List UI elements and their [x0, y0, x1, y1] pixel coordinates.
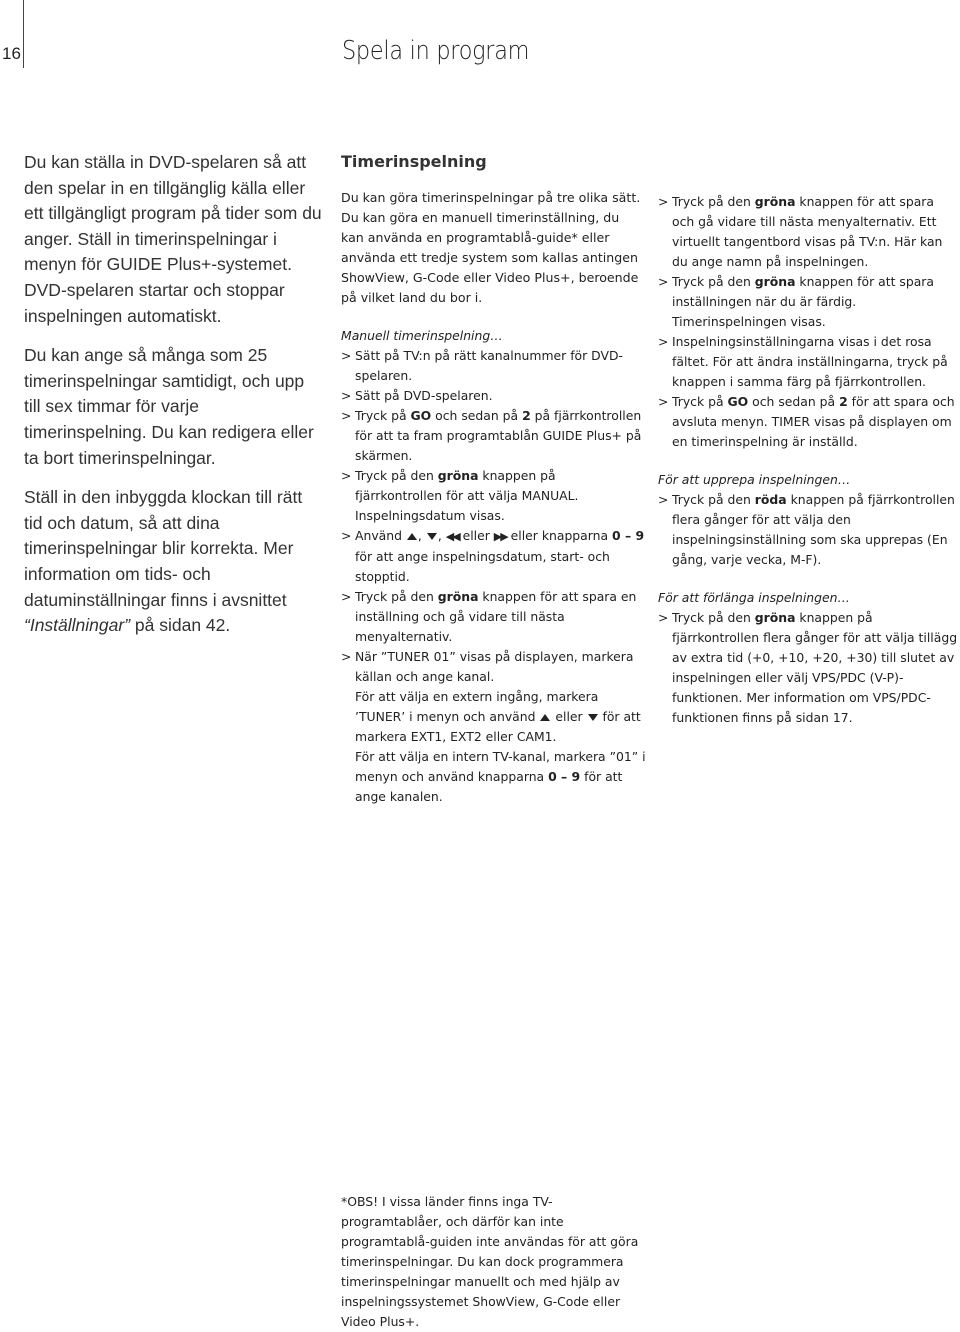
manual-steps: [341, 346, 646, 807]
repeat-heading: För att upprepa inspelningen…: [658, 472, 851, 487]
list-item: > Tryck på GO och sedan på 2 för att spara och avsluta menyn. TIMER visas på displayen om en timerinspelning är inställd.: [658, 394, 955, 449]
extend-heading: För att förlänga inspelningen…: [658, 590, 850, 605]
continued-steps: [658, 192, 960, 452]
list-item: > Sätt på TV:n på rätt kanalnummer för DVD-spelaren.: [341, 348, 623, 383]
intro-paragraph-1: Du kan ställa in DVD-spelaren så att den spelar in en tillgänglig källa eller ett tillgängligt program på tider som du anger. Ställ in timerinspelningar i menyn för GUIDE Plus+-systemet. DVD-spelaren startar och stoppar inspelningen automatiskt.: [24, 152, 322, 326]
page-title: Spela in program: [342, 36, 530, 66]
arrow-up-icon: [540, 714, 550, 721]
list-item: > Tryck på den gröna knappen på fjärrkontrollen flera gånger för att välja tillägg av extra tid (+0, +10, +20, +30) till slutet av inspelningen eller välj VPS/PDC (V-P)-funktionen. Mer information om VPS/PDC-funktionen finns på sidan 17.: [658, 610, 958, 725]
extend-steps: [658, 608, 960, 728]
external-input-note: För att välja en extern ingång, markera ’TUNER’ i menyn och använd eller för att markera EXT1, EXT2 eller CAM1.: [355, 689, 641, 744]
page-number: 16: [2, 44, 21, 63]
list-item: > Tryck på den gröna knappen för att spara och gå vidare till nästa menyalternativ. Ett virtuellt tangentbord visas på TV:n. Här kan du ange namn på inspelningen.: [658, 194, 943, 269]
list-item: > Tryck på den röda knappen på fjärrkontrollen flera gånger för att välja den inspelningsinställning som ska upprepas (En gång, varje vecka, M-F).: [658, 492, 955, 567]
list-item: > Tryck på GO och sedan på 2 på fjärrkontrollen för att ta fram programtablån GUIDE Plus+ på skärmen.: [341, 408, 642, 463]
continuation-column: [658, 192, 960, 746]
fast-forward-icon: ▶▶: [493, 530, 507, 543]
repeat-steps: [658, 490, 960, 570]
list-item: > Tryck på den gröna knappen för att spara en inställning och gå vidare till nästa menyalternativ.: [341, 589, 637, 644]
list-item: > Sätt på DVD-spelaren.: [341, 388, 493, 403]
list-item: > Tryck på den gröna knappen på fjärrkontrollen för att välja MANUAL. Inspelningsdatum visas.: [341, 468, 579, 523]
list-item: > Inspelningsinställningarna visas i det rosa fältet. För att ändra inställningarna, tryck på knappen i samma färg på fjärrkontrollen.: [658, 334, 948, 389]
list-item: > Tryck på den gröna knappen för att spara inställningen när du är färdig. Timerinspelningen visas.: [658, 274, 934, 329]
list-item: > Använd , , ◀◀ eller ▶▶ eller knapparna 0 – 9 för att ange inspelningsdatum, start- och stopptid.: [341, 528, 645, 584]
arrow-up-icon: [407, 533, 417, 540]
footnote: *OBS! I vissa länder finns inga TV-programtablåer, och därför kan inte programtablå-guiden inte användas för att göra timerinspelningar. Du kan dock programmera timerinspelningar manuellt och med hjälp av inspelningssystemet ShowView, G-Code eller Video Plus+.: [341, 1194, 639, 1329]
intro-paragraph-2: Du kan ange så många som 25 timerinspelningar samtidigt, och upp till sex timmar för varje timerinspelning. Du kan redigera eller ta bort timerinspelningar.: [24, 345, 314, 468]
settings-reference: “Inställningar”: [24, 615, 131, 636]
arrow-down-icon: [588, 714, 598, 721]
rewind-icon: ◀◀: [445, 530, 459, 543]
arrow-down-icon: [427, 533, 437, 540]
internal-channel-note: För att välja en intern TV-kanal, markera ”01” i menyn och använd knapparna 0 – 9 för att ange kanalen.: [355, 749, 646, 804]
list-item: > När ”TUNER 01” visas på displayen, markera källan och ange kanal. För att välja en extern ingång, markera ’TUNER’ i menyn och använd eller för att markera EXT1, EXT2 eller CAM1. För att välja en intern TV-kanal, markera ”01” i menyn och använd knapparna 0 – 9 för att ange kanalen.: [341, 647, 646, 807]
timer-lead: Du kan göra timerinspelningar på tre olika sätt. Du kan göra en manuell timerinställning, du kan använda en programtablå-guide* eller använda ett tredje system som kallas antingen ShowView, G-Code eller Video Plus+, beroende på vilket land du bor i.: [341, 190, 641, 305]
timer-heading: Timerinspelning: [341, 152, 487, 171]
header-divider: [23, 0, 24, 68]
intro-column: [24, 150, 324, 653]
intro-paragraph-3: Ställ in den inbyggda klockan till rätt tid och datum, så att dina timerinspelningar blir korrekta. Mer information om tids- och datuminställningar finns i avsnittet “Inställningar” på sidan 42.: [24, 487, 303, 636]
manual-heading: Manuell timerinspelning…: [341, 328, 503, 343]
timer-column: [341, 152, 646, 825]
